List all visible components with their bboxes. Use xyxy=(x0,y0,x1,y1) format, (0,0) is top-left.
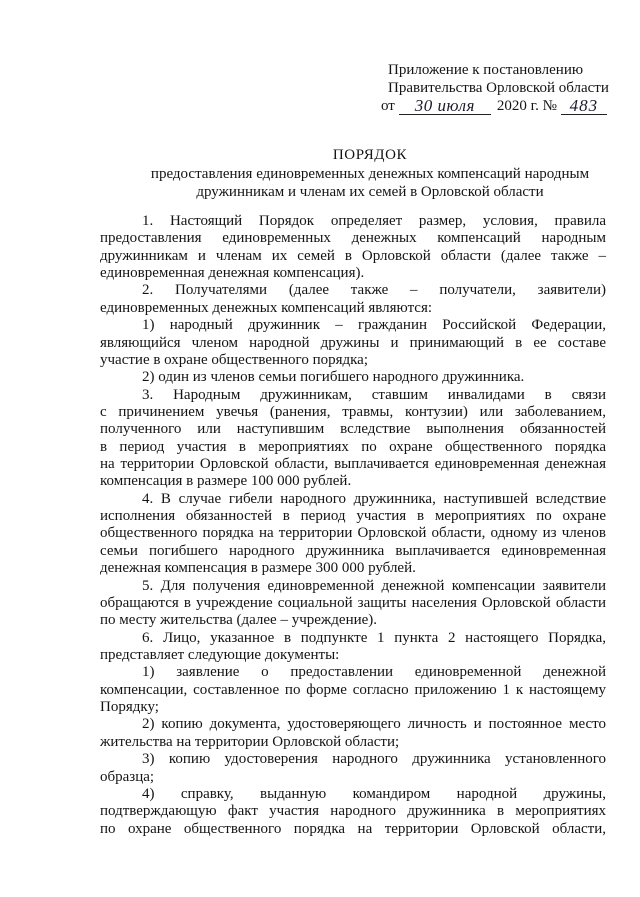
text-line: представляет следующие документы: xyxy=(100,646,340,663)
text-line: 4) справку, выданную командиром народной дружины, xyxy=(142,785,606,802)
paragraph xyxy=(100,664,606,716)
resolution-date-number-line xyxy=(381,95,607,115)
text-line: 5. Для получения единовременной денежной компенсации заявители xyxy=(142,577,606,594)
handwritten-number: 483 xyxy=(561,97,607,115)
text-line: участие в охране общественного порядка; xyxy=(100,351,369,368)
paragraph xyxy=(100,317,606,369)
text-line: 1. Настоящий Порядок определяет размер, условия, правила xyxy=(142,213,606,229)
paragraph xyxy=(100,716,606,751)
text-line: 1) заявление о предоставлении единовременной денежной xyxy=(142,664,606,681)
text-line: по месту жительства (далее – учреждение). xyxy=(100,612,378,629)
text-line: 4. В случае гибели народного дружинника, наступившей вследствие xyxy=(142,490,606,507)
paragraph xyxy=(100,751,606,786)
date-label: от xyxy=(381,98,395,114)
text-line: денежная компенсация в размере 300 000 рублей. xyxy=(100,560,416,577)
paragraph xyxy=(100,630,606,665)
text-line: жительства на территории Орловской области; xyxy=(100,733,400,750)
text-line: на территории Орловской области, выплачивается единовременная денежная xyxy=(100,456,606,473)
text-line: подтверждающую факт участия народного дружинника в мероприятиях xyxy=(100,803,606,820)
text-line: 6. Лицо, указанное в подпункте 1 пункта 2 настоящего Порядка, xyxy=(142,629,606,646)
paragraph xyxy=(100,282,606,317)
body-text xyxy=(100,213,606,838)
text-line: общественного порядка на территории Орловской области, одному из членов xyxy=(100,525,606,542)
text-line: 2. Получателями (далее также – получатели, заявители) xyxy=(142,282,606,299)
text-line: образца; xyxy=(100,768,155,785)
text-line: Порядку; xyxy=(100,699,159,716)
paragraph xyxy=(100,491,606,578)
paragraph xyxy=(100,369,606,386)
text-line: с причинением увечья (ранения, травмы, контузии) или заболеванием, xyxy=(100,403,606,420)
text-line: 2) копию документа, удостоверяющего личность и постоянное место xyxy=(142,716,606,733)
text-line: являющийся членом народной дружины и принимающий в ее составе xyxy=(100,334,606,351)
appendix-caption-line: Приложение к постановлению xyxy=(388,62,584,78)
text-line: предоставления единовременных денежных компенсаций народным xyxy=(100,230,606,247)
document-subtitle xyxy=(110,165,630,201)
text-line: по охране общественного порядка на территории Орловской области, xyxy=(100,820,606,837)
handwritten-date: 30 июля xyxy=(399,97,491,115)
text-line: обращаются в учреждение социальной защиты населения Орловской области xyxy=(100,594,606,611)
text-line: 1) народный дружинник – гражданин Российской Федерации, xyxy=(142,317,606,334)
text-line: семьи погибшего народного дружинника выплачивается единовременная xyxy=(100,542,606,559)
text-line: дружинникам и членам их семей в Орловской области (далее также – xyxy=(100,247,606,264)
number-label: 2020 г. № xyxy=(496,98,557,114)
text-line: 2) один из членов семьи погибшего народного дружинника. xyxy=(142,369,525,386)
text-line: единовременных денежных компенсаций являются: xyxy=(100,299,433,316)
government-caption-line: Правительства Орловской области xyxy=(388,80,609,96)
paragraph xyxy=(100,213,606,282)
text-line: единовременная денежная компенсация). xyxy=(100,265,365,282)
text-line: полученного или наступившим вследствие выполнения обязанностей xyxy=(100,421,606,438)
text-line: компенсация в размере 100 000 рублей. xyxy=(100,473,352,490)
paragraph xyxy=(100,387,606,491)
text-line: исполнения обязанностей в период участия в мероприятиях по охране xyxy=(100,508,606,525)
document-subtitle-line: предоставления единовременных денежных компенсаций народным xyxy=(150,166,590,182)
document-subtitle-line: дружинникам и членам их семей в Орловской области xyxy=(196,184,544,200)
text-line: 3. Народным дружинникам, ставшим инвалидами в связи xyxy=(142,386,606,403)
text-line: в период участия в мероприятиях по охране общественного порядка xyxy=(100,438,606,455)
paragraph xyxy=(100,786,606,838)
text-line: компенсации, составленное по форме согласно приложению 1 к настоящему xyxy=(100,681,606,698)
text-line: 3) копию удостоверения народного дружинника установленного xyxy=(142,751,606,768)
paragraph xyxy=(100,578,606,630)
document-title: ПОРЯДОК xyxy=(332,147,408,163)
